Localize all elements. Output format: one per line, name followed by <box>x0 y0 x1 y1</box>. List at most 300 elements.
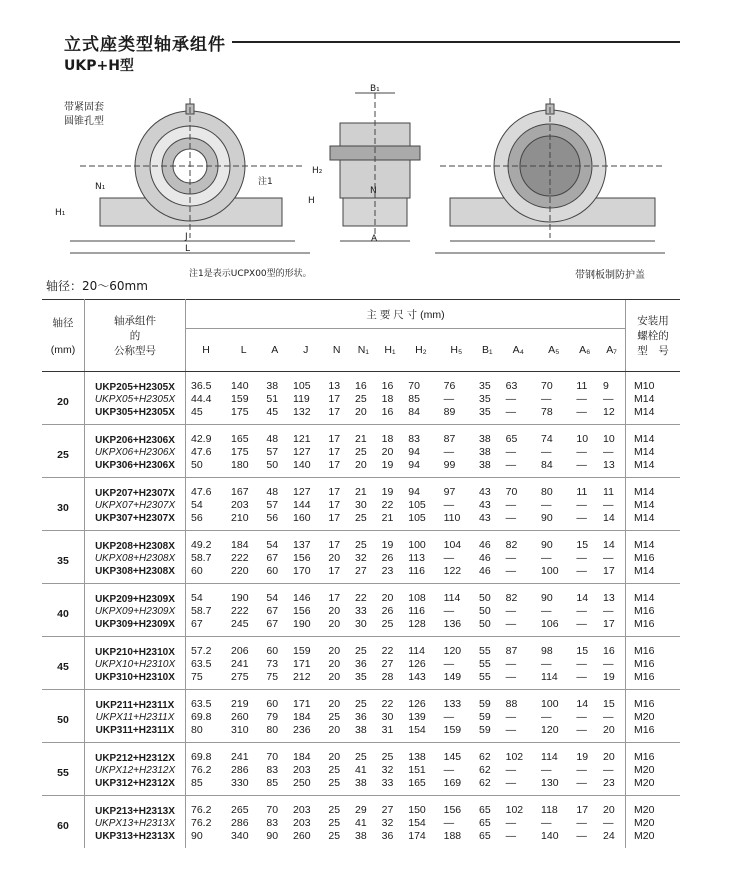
left-housing-view <box>70 98 310 253</box>
dim-value: 67 <box>266 552 279 564</box>
dim-value: 88 <box>501 690 536 712</box>
dim-value: — <box>541 817 552 829</box>
model-name: UKPX06+H2306X <box>94 447 176 458</box>
table-row <box>42 552 680 565</box>
dim-col-header: J <box>288 329 323 372</box>
model-name: UKP308+H2308X <box>95 565 175 577</box>
dim-value: 17 <box>328 512 341 524</box>
dim-value: 45 <box>191 406 203 418</box>
dim-value: 51 <box>266 393 279 405</box>
dim-value: 63 <box>505 380 518 392</box>
dim-value: 25 <box>328 777 341 789</box>
dim-value: 21 <box>381 512 394 524</box>
model-header-1: 轴承组件 <box>114 315 156 327</box>
dim-value: — <box>576 552 587 564</box>
dim-value: 139 <box>408 711 426 723</box>
dim-value: — <box>603 658 614 670</box>
dim-value: 25 <box>377 743 404 765</box>
dim-value: 167 <box>226 478 261 500</box>
dim-value: 159 <box>443 724 462 736</box>
dim-value: — <box>576 711 587 723</box>
title-rule <box>232 41 680 43</box>
table-row <box>42 777 680 796</box>
dim-label-h1: H₁ <box>55 208 66 218</box>
dim-value: — <box>443 446 455 458</box>
dim-value: 17 <box>571 796 598 818</box>
table-row <box>42 637 680 659</box>
dim-value: 69.8 <box>186 743 227 765</box>
dim-value: 38 <box>355 830 367 842</box>
dim-value: 25 <box>328 817 341 829</box>
model-name: UKP313+H2313X <box>95 830 175 842</box>
dim-value: 27 <box>377 796 404 818</box>
dim-value: 9 <box>603 380 609 392</box>
dim-value: 203 <box>293 817 311 829</box>
model-name: UKP310+H2310X <box>95 671 175 683</box>
dim-value: — <box>576 512 587 524</box>
model-cell <box>85 512 186 531</box>
bolt-size: M14 <box>626 393 681 406</box>
dim-value: 59 <box>479 711 491 723</box>
shaft-diameter: 20 <box>42 372 85 425</box>
dim-value: 55 <box>479 671 491 683</box>
table-row <box>42 406 680 425</box>
dim-value: 12 <box>603 406 615 418</box>
dim-value: 130 <box>541 777 559 789</box>
dim-value: 21 <box>350 478 377 500</box>
dim-value: 128 <box>408 618 426 630</box>
dim-value: 222 <box>231 605 249 617</box>
model-cell <box>85 393 186 406</box>
dim-value: 35 <box>479 380 491 392</box>
dim-value: 154 <box>408 724 426 736</box>
bolt-size: M14 <box>626 512 681 531</box>
dim-value: 73 <box>266 658 279 670</box>
dim-value: — <box>505 512 517 524</box>
dim-value: 70 <box>261 743 288 765</box>
dim-value: 85 <box>408 393 420 405</box>
model-cell <box>85 690 186 712</box>
model-cell <box>85 552 186 565</box>
table-body <box>42 372 680 849</box>
model-name: UKP213+H2313X <box>95 805 175 817</box>
table-row <box>42 690 680 712</box>
dim-value: 19 <box>381 459 394 471</box>
dim-value: 38 <box>355 777 367 789</box>
dim-value: 143 <box>408 671 426 683</box>
dim-col-header: H₅ <box>439 329 474 372</box>
dim-value: 54 <box>186 584 227 606</box>
table-row <box>42 531 680 553</box>
dim-value: 20 <box>603 724 615 736</box>
dim-value: 50 <box>479 618 491 630</box>
model-cell <box>85 425 186 447</box>
dim-value: 159 <box>288 637 323 659</box>
bolt-size: M20 <box>626 830 681 848</box>
dim-value: 100 <box>403 531 438 553</box>
dim-value: 43 <box>474 478 501 500</box>
dim-value: 156 <box>439 796 474 818</box>
dim-value: 260 <box>293 830 311 842</box>
dim-value: — <box>505 565 517 577</box>
table-row <box>42 796 680 818</box>
dim-value: 18 <box>377 425 404 447</box>
dim-col-header: A <box>261 329 288 372</box>
dim-value: 75 <box>266 671 279 683</box>
dim-value: — <box>443 605 455 617</box>
bolt-header <box>626 300 681 372</box>
dim-value: 17 <box>328 499 341 511</box>
dim-value: — <box>603 446 614 458</box>
model-name: UKP306+H2306X <box>95 459 175 471</box>
dim-value: 122 <box>443 565 462 577</box>
dim-value: 65 <box>501 425 536 447</box>
dim-value: 17 <box>328 565 341 577</box>
dim-value: 75 <box>191 671 203 683</box>
dim-value: 80 <box>191 724 203 736</box>
dim-value: 58.7 <box>191 605 212 617</box>
model-cell <box>85 618 186 637</box>
dim-value: 54 <box>191 499 203 511</box>
right-housing-view <box>435 98 665 253</box>
dim-value: 24 <box>603 830 615 842</box>
dim-value: — <box>576 724 587 736</box>
shaft-diameter: 35 <box>42 531 85 584</box>
dim-value: 33 <box>381 777 394 789</box>
bolt-size: M14 <box>626 499 681 512</box>
dim-value: 16 <box>381 406 394 418</box>
dim-value: 55 <box>474 637 501 659</box>
dim-value: 113 <box>408 552 425 564</box>
dim-value: 203 <box>231 499 249 511</box>
table-row <box>42 724 680 743</box>
dim-value: 13 <box>598 584 625 606</box>
bolt-size: M20 <box>626 796 681 818</box>
dim-value: 210 <box>231 512 249 524</box>
dim-value: 69.8 <box>191 711 212 723</box>
dim-value: 20 <box>323 743 350 765</box>
dim-value: 137 <box>288 531 323 553</box>
table-header-row-1 <box>42 300 680 329</box>
dim-value: 184 <box>226 531 261 553</box>
dim-value: 25 <box>323 796 350 818</box>
dim-value: 145 <box>439 743 474 765</box>
dim-value: 10 <box>571 425 598 447</box>
dim-value: 219 <box>226 690 261 712</box>
dim-value: 146 <box>288 584 323 606</box>
dim-value: 17 <box>323 478 350 500</box>
model-cell <box>85 817 186 830</box>
dim-label-n1: N₁ <box>95 182 106 192</box>
dim-value: 38 <box>266 380 279 392</box>
dim-value: 119 <box>293 393 310 405</box>
shaft-diameter: 45 <box>42 637 85 690</box>
dim-value: 25 <box>350 531 377 553</box>
dim-value: 25 <box>355 393 367 405</box>
dim-value: 110 <box>443 512 461 524</box>
dim-value: 17 <box>603 565 615 577</box>
dim-value: 83 <box>403 425 438 447</box>
dim-value: — <box>505 406 517 418</box>
dim-value: 286 <box>231 764 249 776</box>
dim-value: 17 <box>323 425 350 447</box>
dim-value: 138 <box>403 743 438 765</box>
model-name: UKP209+H2309X <box>95 593 175 605</box>
dim-value: 38 <box>479 446 491 458</box>
dim-value: 76.2 <box>191 817 212 829</box>
dim-value: 105 <box>408 512 426 524</box>
table-row <box>42 830 680 848</box>
model-cell <box>85 658 186 671</box>
dim-value: 32 <box>381 817 394 829</box>
dim-value: 60 <box>266 565 279 577</box>
dim-value: 28 <box>381 671 394 683</box>
dim-value: — <box>443 711 455 723</box>
dim-value: — <box>576 446 587 458</box>
shaft-diameter: 25 <box>42 425 85 478</box>
dim-value: 46 <box>474 531 501 553</box>
dim-value: 80 <box>266 724 279 736</box>
dim-value: 43 <box>479 499 491 511</box>
table-row <box>42 565 680 584</box>
table-row <box>42 512 680 531</box>
dim-value: — <box>443 658 455 670</box>
dim-value: 35 <box>355 671 367 683</box>
dim-value: 62 <box>479 777 491 789</box>
dim-value: 11 <box>576 380 588 392</box>
model-header <box>85 300 186 372</box>
dim-value: 76.2 <box>186 796 227 818</box>
bolt-header-2: 螺栓的 <box>637 330 669 342</box>
model-cell <box>85 711 186 724</box>
dim-value: 151 <box>408 764 426 776</box>
dim-value: 156 <box>293 605 311 617</box>
dim-value: — <box>576 565 587 577</box>
model-cell <box>85 478 186 500</box>
dim-value: 36 <box>381 830 394 842</box>
dim-value: 114 <box>439 584 474 606</box>
dim-value: 57 <box>266 446 279 458</box>
dim-col-header: H₂ <box>403 329 438 372</box>
dim-value: 29 <box>350 796 377 818</box>
dim-value: 175 <box>231 446 249 458</box>
shaft-diameter: 30 <box>42 478 85 531</box>
bolt-size: M14 <box>626 478 681 500</box>
dim-col-header: H <box>186 329 227 372</box>
dim-col-header: N <box>323 329 350 372</box>
dim-value: 171 <box>288 690 323 712</box>
dim-value: 50 <box>266 459 279 471</box>
note-ref-label: 注1 <box>258 177 273 187</box>
table-row <box>42 393 680 406</box>
model-cell <box>85 565 186 584</box>
model-name: UKP205+H2305X <box>95 381 175 393</box>
dim-value: 20 <box>355 406 367 418</box>
dim-value: 90 <box>536 584 571 606</box>
dim-value: 175 <box>231 406 249 418</box>
dim-value: 149 <box>443 671 462 683</box>
dim-value: 65 <box>479 830 491 842</box>
model-name: UKP207+H2307X <box>95 487 175 499</box>
dim-value: — <box>443 817 455 829</box>
shaft-header-label: 轴径 <box>52 317 74 329</box>
dim-col-header: H₁ <box>377 329 404 372</box>
dim-value: 19 <box>377 478 404 500</box>
model-cell <box>85 531 186 553</box>
dim-value: 87 <box>501 637 536 659</box>
dim-value: 174 <box>408 830 426 842</box>
dim-label-b1: B₁ <box>370 84 380 94</box>
dim-value: 25 <box>328 711 341 723</box>
dim-value: — <box>576 817 587 829</box>
model-cell <box>85 446 186 459</box>
dim-value: — <box>603 393 614 405</box>
dim-value: 65 <box>479 817 491 829</box>
dim-value: 30 <box>355 618 367 630</box>
dim-value: — <box>505 777 517 789</box>
dim-value: 17 <box>323 531 350 553</box>
model-cell <box>85 743 186 765</box>
dim-value: 20 <box>323 637 350 659</box>
dim-value: — <box>541 764 552 776</box>
dim-value: — <box>541 658 552 670</box>
dim-value: 74 <box>536 425 571 447</box>
bolt-size: M14 <box>626 425 681 447</box>
model-name: UKPX07+H2307X <box>94 500 176 511</box>
dim-value: 20 <box>381 446 394 458</box>
dim-value: 14 <box>598 531 625 553</box>
dim-value: — <box>505 711 517 723</box>
dim-value: — <box>505 618 517 630</box>
bolt-size: M14 <box>626 406 681 425</box>
dim-value: 36 <box>355 658 367 670</box>
dim-value: 190 <box>226 584 261 606</box>
table-row <box>42 764 680 777</box>
bolt-size: M16 <box>626 658 681 671</box>
dim-value: 150 <box>403 796 438 818</box>
dim-value: 22 <box>377 690 404 712</box>
dim-value: 184 <box>288 743 323 765</box>
dim-value: 160 <box>293 512 311 524</box>
dim-value: 23 <box>603 777 615 789</box>
dim-value: 104 <box>439 531 474 553</box>
dim-value: 26 <box>381 605 394 617</box>
dim-value: 25 <box>381 618 394 630</box>
dim-value: 48 <box>261 478 288 500</box>
dim-value: 20 <box>323 690 350 712</box>
dim-value: 33 <box>355 605 367 617</box>
dim-value: 54 <box>261 531 288 553</box>
dim-value: 14 <box>571 690 598 712</box>
shaft-header-unit: (mm) <box>50 344 76 356</box>
dim-value: 94 <box>403 478 438 500</box>
model-cell <box>85 796 186 818</box>
dim-value: 154 <box>408 817 426 829</box>
dim-value: 83 <box>266 764 279 776</box>
dim-value: 57 <box>266 499 279 511</box>
dim-label-a: A <box>371 234 378 244</box>
dim-value: 133 <box>439 690 474 712</box>
dim-value: 184 <box>293 711 311 723</box>
table-row <box>42 671 680 690</box>
dim-value: 50 <box>191 459 203 471</box>
shaft-range: 轴径：20～60mm <box>46 279 148 293</box>
dim-value: 60 <box>261 637 288 659</box>
dim-value: 70 <box>408 380 420 392</box>
dim-value: 36 <box>355 711 367 723</box>
table-row <box>42 743 680 765</box>
dim-value: 58.7 <box>191 552 212 564</box>
model-cell <box>85 584 186 606</box>
dim-value: — <box>603 764 614 776</box>
dim-value: 118 <box>536 796 571 818</box>
dim-value: — <box>576 777 587 789</box>
model-name: UKP307+H2307X <box>95 512 175 524</box>
dim-value: — <box>576 406 587 418</box>
bolt-size: M14 <box>626 459 681 478</box>
dim-value: 203 <box>293 764 311 776</box>
dim-value: 98 <box>536 637 571 659</box>
dim-label-h: H <box>308 196 315 206</box>
dim-value: 132 <box>293 406 311 418</box>
dim-value: 120 <box>439 637 474 659</box>
shaft-header <box>42 300 85 372</box>
dim-value: 17 <box>328 446 341 458</box>
page-subtitle: UKP+H型 <box>64 58 134 74</box>
table-row <box>42 584 680 606</box>
dim-value: 22 <box>377 637 404 659</box>
model-cell <box>85 499 186 512</box>
dim-label-n: N <box>370 186 377 196</box>
dim-col-header: A₆ <box>571 329 598 372</box>
table-row <box>42 459 680 478</box>
dim-value: 22 <box>350 584 377 606</box>
dim-value: 76 <box>443 380 456 392</box>
dim-value: 15 <box>598 690 625 712</box>
dim-value: — <box>541 552 552 564</box>
dim-value: 169 <box>443 777 462 789</box>
dim-value: 136 <box>443 618 462 630</box>
dim-value: 42.9 <box>186 425 227 447</box>
dim-value: 20 <box>328 658 341 670</box>
table-row <box>42 711 680 724</box>
dim-value: 82 <box>501 531 536 553</box>
dim-value: 114 <box>541 671 558 683</box>
dim-value: 25 <box>328 764 341 776</box>
dim-value: 100 <box>536 690 571 712</box>
dim-value: 19 <box>603 671 615 683</box>
dim-value: — <box>505 817 517 829</box>
dim-value: — <box>505 499 517 511</box>
dim-value: 38 <box>355 724 367 736</box>
model-name: UKP312+H2312X <box>95 777 175 789</box>
dim-value: — <box>505 658 517 670</box>
drawing-label-right: 带钢板制防护盖 <box>575 270 645 281</box>
dim-value: 20 <box>598 743 625 765</box>
dim-value: 19 <box>571 743 598 765</box>
dim-value: 17 <box>323 584 350 606</box>
dim-value: 14 <box>571 584 598 606</box>
model-cell <box>85 671 186 690</box>
model-name: UKP208+H2308X <box>95 540 175 552</box>
dim-value: 212 <box>293 671 311 683</box>
dim-label-j: J <box>185 232 188 242</box>
dim-value: 26 <box>381 552 394 564</box>
dim-value: 47.6 <box>186 478 227 500</box>
page-title: 立式座类型轴承组件 <box>64 35 226 55</box>
dim-value: 188 <box>443 830 462 842</box>
dim-value: 67 <box>266 605 279 617</box>
